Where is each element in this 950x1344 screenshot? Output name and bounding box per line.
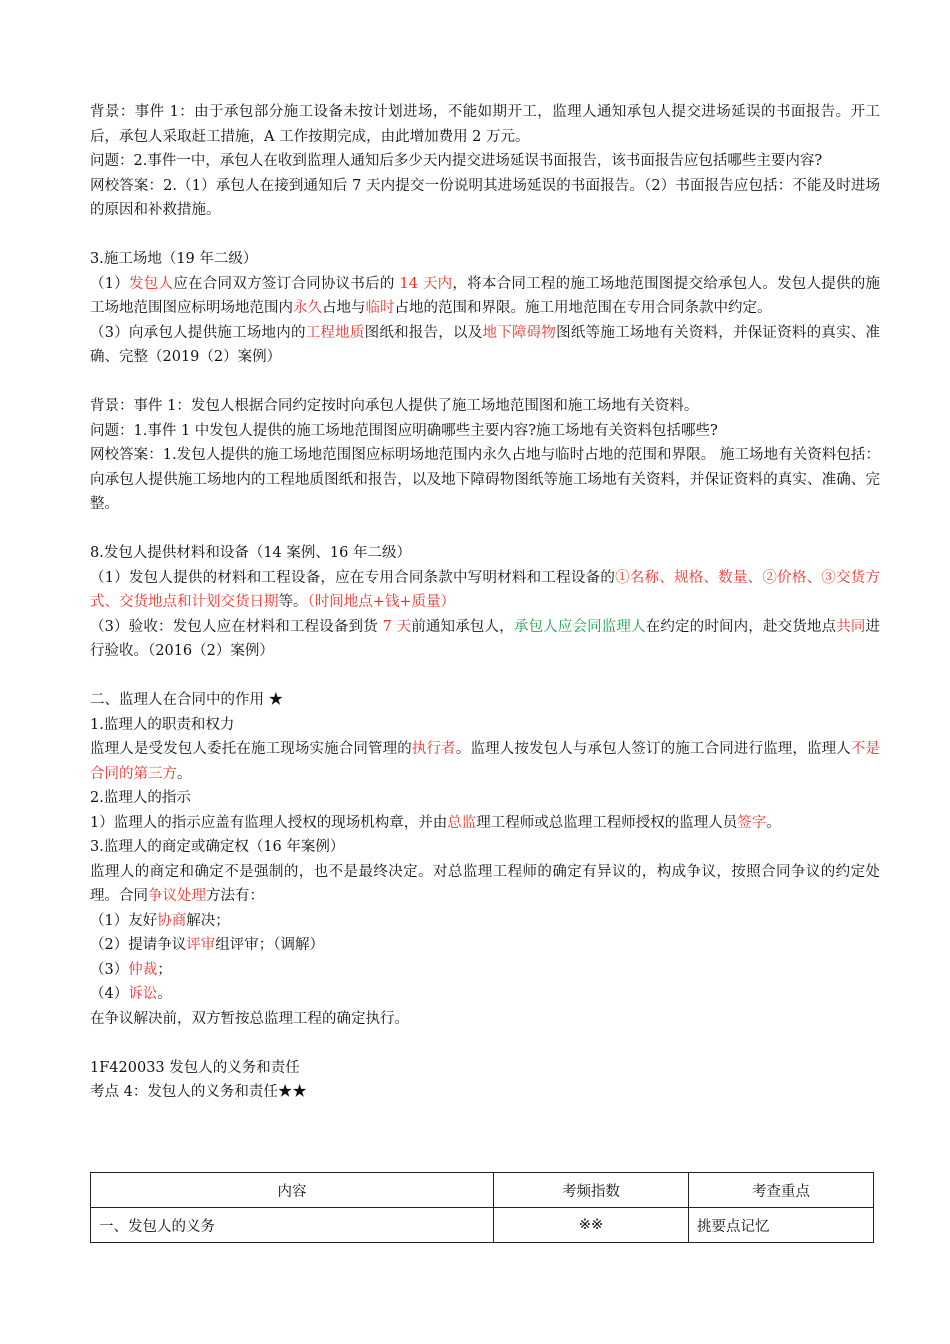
answer-paragraph-2: 网校答案：1.发包人提供的施工场地范围图应标明场地范围内永久占地与临时占地的范围和界限。 施工场地有关资料包括：向承包人提供施工场地内的工程地质图纸和报告，以及地下障碍物图纸等施工场地有关资料，并保证资料的真实、准确、完整。 — [90, 447, 880, 512]
instructions-paragraph: 1）监理人的指示应盖有监理人授权的现场机构章，并由总监理工程师或总监理工程师授权的监理人员签字。 — [90, 814, 781, 831]
question-paragraph: 问题：2.事件一中，承包人在收到监理人通知后多少天内提交进场延误书面报告，该书面报告应包括哪些主要内容? — [90, 153, 823, 169]
materials-paragraph-3: （3）验收：发包人应在材料和工程设备到货 7 天前通知承包人，承包人应会同监理人在约定的时间内，赴交货地点共同进行验收。（2016（2）案例） — [90, 618, 881, 659]
background-paragraph-2: 背景：事件 1：发包人根据合同约定按时向承包人提供了施工场地范围图和施工场地有关资料。 — [90, 398, 699, 414]
section-title-materials: 8.发包人提供材料和设备（14 案例、16 年二级） — [90, 545, 411, 561]
determination-paragraph: 监理人的商定和确定不是强制的，也不是最终决定。对总监理工程师的确定有异议的，构成争议，按照合同争议的约定处理。合同争议处理方法有： — [90, 863, 880, 904]
table-cell: ※※ — [494, 1208, 689, 1243]
site-paragraph-3: （3）向承包人提供施工场地内的工程地质图纸和报告，以及地下障碍物图纸等施工场地有关资料，并保证资料的真实、准确、完整（2019（2）案例） — [90, 324, 881, 365]
site-paragraph-1: （1）发包人应在合同双方签订合同协议书后的 14 天内，将本合同工程的施工场地范围图提交给承包人。发包人提供的施工场地范围图应标明场地范围内永久占地与临时占地的范围和界限。施工用地范围在专用合同条款中约定。 — [90, 275, 881, 316]
table-cell: 一、发包人的义务 — [91, 1208, 494, 1243]
subsection-title-determination: 3.监理人的商定或确定权（16 年案例） — [90, 839, 345, 855]
list-item: （4）诉讼。 — [90, 986, 172, 1002]
obligations-table — [90, 1172, 874, 1243]
list-item: （3）仲裁； — [90, 961, 172, 978]
determination-closing: 在争议解决前，双方暂按总监理工程的确定执行。 — [90, 1010, 409, 1027]
materials-paragraph-1: （1）发包人提供的材料和工程设备，应在专用合同条款中写明材料和工程设备的①名称、规格、数量、②价格、③交货方式、交货地点和计划交货日期等。（时间地点+钱+质量） — [90, 569, 880, 610]
list-item: （1）友好协商解决； — [90, 912, 230, 929]
question-paragraph-2: 问题：1.事件 1 中发包人提供的施工场地范围图应明确哪些主要内容?施工场地有关资料包括哪些? — [90, 422, 718, 439]
answer-paragraph: 网校答案：2.（1）承包人在接到通知后 7 天内提交一份说明其进场延误的书面报告。（2）书面报告应包括：不能及时进场的原因和补救措施。 — [90, 177, 880, 218]
code-title: 1F420033 发包人的义务和责任 — [90, 1059, 300, 1076]
table-header-cell: 考频指数 — [494, 1173, 689, 1208]
background-paragraph: 背景：事件 1：由于承包部分施工设备未按计划进场，不能如期开工，监理人通知承包人提交进场延误的书面报告。开工后，承包人采取赶工措施，A 工作按期完成，由此增加费用 2 万元。 — [90, 104, 880, 145]
table-row — [91, 1208, 874, 1243]
table-header-cell: 内容 — [91, 1173, 494, 1208]
document-body — [90, 100, 880, 1105]
key-point-title: 考点 4：发包人的义务和责任★★ — [90, 1084, 307, 1100]
section-title-site: 3.施工场地（19 年二级） — [90, 251, 258, 267]
subsection-title-instructions: 2.监理人的指示 — [90, 790, 191, 806]
section-title-supervisor: 二、监理人在合同中的作用 ★ — [90, 692, 284, 708]
table-cell: 挑要点记忆 — [689, 1208, 874, 1243]
table-header-cell: 考查重点 — [689, 1173, 874, 1208]
list-item: （2）提请争议评审组评审；（调解） — [90, 937, 324, 953]
duties-paragraph: 监理人是受发包人委托在施工现场实施合同管理的执行者。监理人按发包人与承包人签订的施工合同进行监理，监理人不是合同的第三方。 — [90, 741, 881, 782]
subsection-title-duties: 1.监理人的职责和权力 — [90, 716, 235, 733]
table-header-row — [91, 1173, 874, 1208]
